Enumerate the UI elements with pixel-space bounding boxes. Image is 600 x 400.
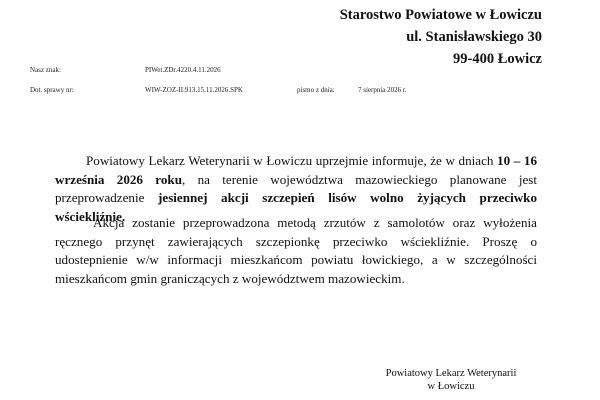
letter-date-label: pismo z dnia: [297, 86, 335, 94]
our-ref-label: Nasz znak: [30, 66, 61, 74]
signature-place: w Łowiczu [427, 381, 475, 392]
details-text: Akcja zostanie przeprowadzona metodą zrzutów z samolotów oraz wyłożenia ręcznego przynęt zawierających szczepionkę przeciwko wściekliźnie. Proszę o udostepnienie w/w informacji mieszkańcom powiatu łowickiego, a w szczególności mieszkańcom gmin graniczących z województwem mazowieckim. [55, 215, 537, 286]
announcement-middle: , na terenie województwa mazowieckiego planowane jest przeprowadzenie [55, 171, 538, 205]
case-number-value: WIW-ZOZ-II.913.15.11.2026.SPK [145, 86, 243, 94]
signature-block [376, 367, 526, 393]
our-ref-value: PIWet.ZDr.4220.4.11.2026 [145, 66, 221, 74]
case-row [30, 86, 590, 96]
addressee-name: Starostwo Powiatowe w Łowiczu [339, 7, 542, 23]
addressee-city: 99-400 Łowicz [453, 51, 542, 67]
letter-date-value: 7 sierpnia 2026 r. [358, 86, 407, 94]
addressee-street: ul. Stanisławskiego 30 [406, 29, 542, 45]
campaign-dates: 10 – 16 września 2026 roku [55, 153, 537, 187]
case-number-label: Dot. sprawy nr: [30, 86, 74, 94]
paragraph-details [55, 214, 537, 288]
signature-title: Powiatowy Lekarz Weterynarii [385, 368, 517, 379]
reference-row [30, 66, 590, 76]
campaign-name: jesiennej akcji szczepień lisów wolno żyjących przeciwko wściekliźnie. [55, 190, 537, 224]
announcement-intro: Powiatowy Lekarz Weterynarii w Łowiczu uprzejmie informuje, że w dniach [86, 153, 494, 168]
addressee-block [340, 4, 542, 70]
